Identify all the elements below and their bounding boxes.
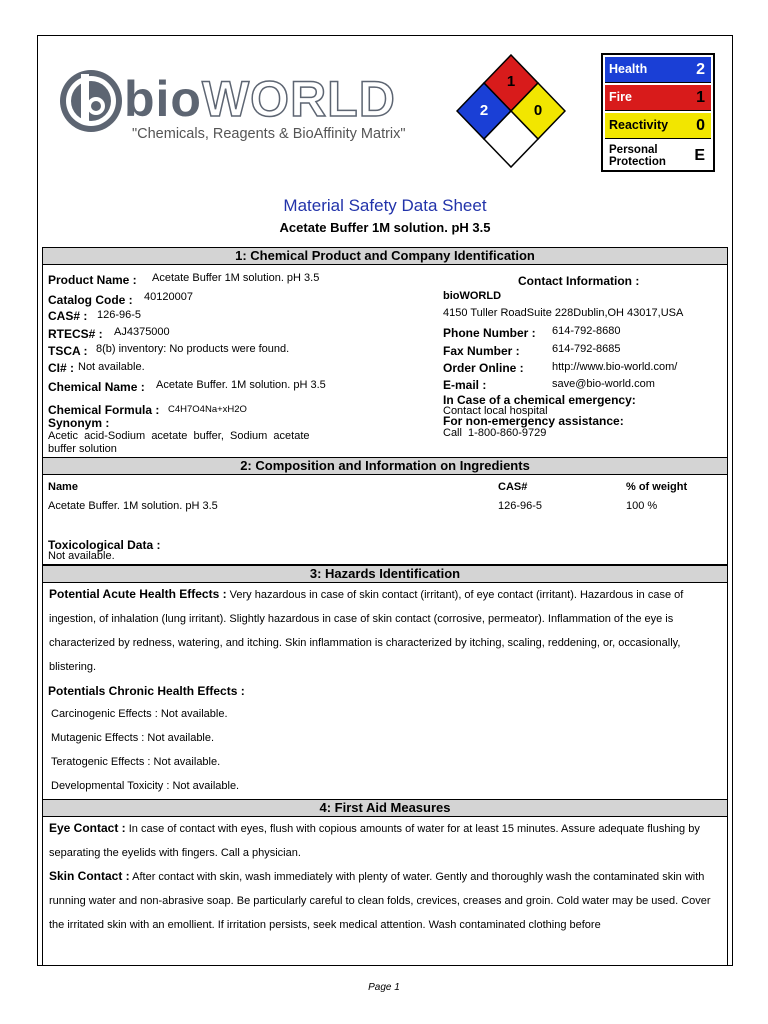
ingredients-row-name: Acetate Buffer. 1M solution. pH 3.5 bbox=[48, 500, 218, 512]
order-online-value: http://www.bio-world.com/ bbox=[552, 361, 678, 373]
section3-heading: 3: Hazards Identification bbox=[42, 565, 728, 583]
synonym-label: Synonym : bbox=[48, 416, 110, 430]
fax-value: 614-792-8685 bbox=[552, 343, 621, 355]
section3-body bbox=[42, 583, 728, 800]
hmis-protection-value: E bbox=[694, 147, 705, 164]
chemical-formula-value: C4H7O4Na+xH2O bbox=[168, 404, 247, 415]
toxicological-value: Not available. bbox=[48, 550, 115, 562]
teratogenic-effects: Teratogenic Effects : Not available. bbox=[51, 756, 221, 768]
acute-health-effects bbox=[49, 582, 721, 679]
product-name-label: Product Name : bbox=[48, 273, 137, 287]
skin-contact bbox=[49, 864, 721, 937]
toxicological-label: Toxicological Data : bbox=[48, 538, 161, 552]
chronic-health-effects-label: Potentials Chronic Health Effects : bbox=[48, 684, 245, 698]
nfpa-health-value: 2 bbox=[479, 102, 489, 119]
order-online-label: Order Online : bbox=[443, 361, 524, 375]
hmis-label-panel bbox=[601, 53, 715, 172]
cas-value: 126-96-5 bbox=[97, 309, 142, 321]
hmis-fire-label: Fire bbox=[609, 90, 632, 104]
nfpa-reactivity-value: 0 bbox=[533, 102, 543, 119]
email-label: E-mail : bbox=[443, 378, 487, 392]
section2-body bbox=[42, 475, 728, 565]
logo-bio-text: bio bbox=[124, 71, 202, 127]
non-emergency-value: Call 1-800-860-9729 bbox=[443, 427, 547, 439]
developmental-toxicity: Developmental Toxicity : Not available. bbox=[51, 780, 240, 792]
logo-wordmark bbox=[124, 70, 396, 128]
catalog-code-value: 40120007 bbox=[144, 291, 193, 303]
cas-label: CAS# : bbox=[48, 309, 88, 323]
rtecs-value: AJ4375000 bbox=[114, 326, 170, 338]
section4-body bbox=[42, 817, 728, 966]
emergency-value: Contact local hospital bbox=[443, 405, 548, 417]
bioworld-logo-icon bbox=[58, 68, 124, 134]
carcinogenic-effects: Carcinogenic Effects : Not available. bbox=[51, 708, 228, 720]
company-address: 4150 Tuller RoadSuite 228Dublin,OH 43017,USA bbox=[443, 307, 684, 319]
chemical-name-label: Chemical Name : bbox=[48, 380, 145, 394]
ingredients-col-cas: CAS# bbox=[498, 481, 528, 493]
ci-label: CI# : bbox=[48, 361, 75, 375]
eye-contact-label: Eye Contact : bbox=[49, 821, 126, 835]
rtecs-label: RTECS# : bbox=[48, 327, 103, 341]
section1-heading: 1: Chemical Product and Company Identification bbox=[42, 247, 728, 265]
synonym-value-line1: Acetic acid-Sodium acetate buffer, Sodium acetate bbox=[48, 430, 310, 442]
nfpa-flammability-value: 1 bbox=[506, 73, 516, 90]
tsca-label: TSCA : bbox=[48, 344, 88, 358]
document-page bbox=[37, 35, 733, 966]
company-name: bioWORLD bbox=[443, 290, 502, 302]
hmis-protection-label bbox=[609, 144, 666, 168]
mutagenic-effects: Mutagenic Effects : Not available. bbox=[51, 732, 215, 744]
page-number: Page 1 bbox=[368, 982, 400, 993]
hmis-reactivity-label: Reactivity bbox=[609, 118, 669, 132]
phone-label: Phone Number : bbox=[443, 326, 536, 340]
ingredients-row-cas: 126-96-5 bbox=[498, 500, 543, 512]
document-title: Material Safety Data Sheet bbox=[283, 196, 487, 215]
hmis-protection-label-line2: Protection bbox=[609, 156, 666, 168]
hmis-health-row bbox=[605, 57, 711, 83]
hmis-reactivity-row bbox=[605, 113, 711, 139]
hmis-protection-label-line1: Personal bbox=[609, 144, 658, 156]
synonym-value-line2: buffer solution bbox=[48, 443, 117, 455]
contact-info-heading: Contact Information : bbox=[518, 274, 640, 288]
tsca-value: 8(b) inventory: No products were found. bbox=[96, 343, 290, 355]
phone-value: 614-792-8680 bbox=[552, 325, 621, 337]
hmis-reactivity-value: 0 bbox=[696, 117, 705, 134]
eye-contact bbox=[49, 816, 721, 865]
fax-label: Fax Number : bbox=[443, 344, 520, 358]
catalog-code-label: Catalog Code : bbox=[48, 293, 133, 307]
hmis-protection-row bbox=[605, 142, 711, 170]
acute-health-effects-text: Very hazardous in case of skin contact (irritant), of eye contact (irritant). Hazardous in case of ingestion, of inhalation (lung irritant). Slightly hazardous in case of skin contact (corrosive, permeator). Inflammation of the eye is characterized by redness, watering, and itching. Skin inflammation is characterized by itching, scaling, reddening, or, occasionally, blistering. bbox=[49, 589, 684, 673]
section1-body bbox=[42, 265, 728, 458]
hmis-health-label: Health bbox=[609, 62, 648, 76]
email-value: save@bio-world.com bbox=[552, 378, 655, 390]
chemical-formula-label: Chemical Formula : bbox=[48, 403, 160, 417]
hmis-fire-row bbox=[605, 85, 711, 111]
acute-health-effects-label: Potential Acute Health Effects : bbox=[49, 587, 227, 601]
nfpa-diamond bbox=[456, 54, 566, 170]
hmis-health-value: 2 bbox=[696, 61, 705, 78]
ingredients-col-name: Name bbox=[48, 481, 78, 493]
bioworld-logo bbox=[58, 68, 453, 148]
ingredients-col-weight: % of weight bbox=[626, 481, 688, 493]
logo-tagline: "Chemicals, Reagents & BioAffinity Matrix" bbox=[132, 126, 406, 142]
emergency-label: In Case of a chemical emergency: bbox=[443, 393, 636, 407]
ingredients-row-weight: 100 % bbox=[626, 500, 658, 512]
ci-value: Not available. bbox=[78, 361, 145, 373]
section2-heading: 2: Composition and Information on Ingredients bbox=[42, 457, 728, 475]
skin-contact-text: After contact with skin, wash immediately with plenty of water. Gently and thoroughly wash the contaminated skin with running water and non-abrasive soap. Be particularly careful to clean folds, crevices, creases and groin. Cold water may be used. Cover the irritated skin with an emollient. If irritation persists, seek medical attention. Wash contaminated clothing before bbox=[49, 871, 711, 931]
skin-contact-label: Skin Contact : bbox=[49, 869, 130, 883]
document-subtitle: Acetate Buffer 1M solution. pH 3.5 bbox=[279, 220, 491, 235]
chemical-name-value: Acetate Buffer. 1M solution. pH 3.5 bbox=[156, 379, 326, 391]
section4-heading: 4: First Aid Measures bbox=[42, 799, 728, 817]
hmis-fire-value: 1 bbox=[696, 89, 705, 106]
non-emergency-label: For non-emergency assistance: bbox=[443, 414, 624, 428]
eye-contact-text: In case of contact with eyes, flush with copious amounts of water for at least 15 minutes. Assure adequate flushing by separating the eyelids with fingers. Call a physician. bbox=[49, 823, 700, 859]
logo-world-text: WORLD bbox=[201, 71, 396, 127]
product-name-value: Acetate Buffer 1M solution. pH 3.5 bbox=[152, 272, 320, 284]
